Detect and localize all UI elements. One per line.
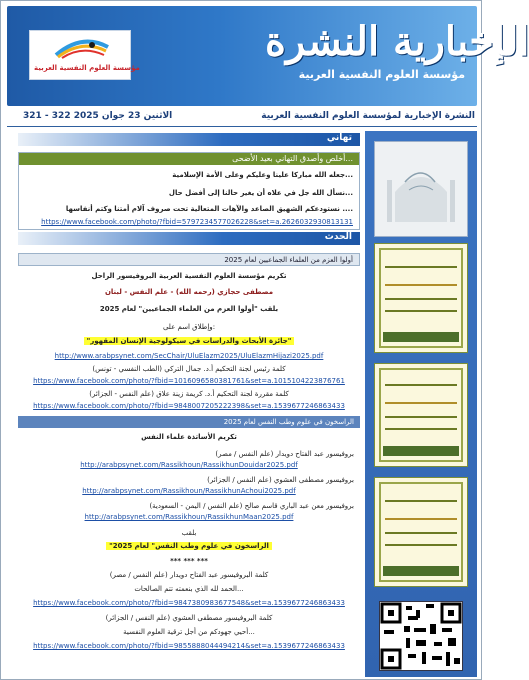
section-band-tahani — [18, 133, 360, 146]
rasikhun-bar: الراسخون في علوم وطب النفس لعام 2025 — [18, 416, 360, 428]
event-heading: أولوا العزم من العلماء الجماعيين لعام 2025 — [18, 253, 360, 266]
greeting-line: نستودعكم الشهيق الصاعد والآهات المتعالية تحت صروف آلام أمتنا وكتم أنفاسها .... — [65, 205, 353, 213]
tahani-box — [18, 152, 360, 230]
launch-text: وإطلاق اسم على: — [162, 323, 216, 331]
professor-word-excerpt: الحمد لله الذي بنعمته تتم الصالحات... — [134, 585, 244, 593]
greeting-line: جعله الله مباركا علينا وعليكم وعلى الأمة الإسلامية... — [172, 171, 353, 179]
facebook-link[interactable]: https://www.facebook.com/photo/?fbid=1016096580381761&set=a.1015104223876761 — [33, 377, 345, 385]
mosque-greeting-icon — [375, 142, 467, 236]
certificate-image — [374, 363, 468, 467]
rasikhun-title: "الراسخون في علوم وطب النفس" لعام 2025 — [18, 542, 360, 550]
section-title: الحدث — [324, 232, 352, 242]
jury-word: كلمة مقررة لجنة التحكيم أ.د. كريمة زينة علاق (علم النفس - الجزائر) — [89, 390, 289, 398]
facebook-link[interactable]: https://www.facebook.com/photo/?fbid=9855888044494214&set=a.1539677246863433 — [33, 642, 345, 650]
brand-subtitle: مؤسسة العلوم النفسية العربية — [298, 68, 465, 81]
issue-number: 321 - 322 الاثنين 23 جوان 2025 — [23, 111, 173, 121]
greeting-card-image — [374, 141, 468, 237]
professor-word: كلمة البروفيسور مصطفى العشوي (علم النفس / الجزائر) — [105, 614, 273, 622]
person-name: بروفيسور معن عبد الباري قاسم صالح (علم النفس / اليمن - السعودية) — [149, 502, 354, 510]
honoree-name: مصطفى حجازي (رحمه الله) - علم النفس - لبنان — [104, 288, 274, 296]
facebook-link[interactable]: https://www.facebook.com/photo/?fbid=9847380983677548&set=a.1539677246863433 — [33, 599, 345, 607]
qr-code-icon[interactable] — [379, 601, 463, 671]
main-content — [18, 131, 360, 677]
facebook-link[interactable]: https://www.facebook.com/photo/?fbid=9848007205222398&set=a.1539677246863433 — [33, 402, 345, 410]
jury-word: كلمة رئيس لجنة التحكيم أ.د. جمال التركي (الطب النفسي - تونس) — [92, 365, 286, 373]
pdf-link[interactable]: http://arabpsynet.com/Rassikhoun/RassikhunAchoui2025.pdf — [82, 487, 296, 495]
brand-title: الإخبارية النشرة — [265, 18, 529, 65]
box-heading: أخلص وأصدق التهاني بعيد الأضحى... — [19, 153, 359, 165]
certificate-image — [374, 477, 468, 587]
person-name: بروفيسور عبد الفتاح دويدار (علم النفس / مصر) — [215, 450, 354, 458]
issue-title: النشرة الإخبارية لمؤسسة العلوم النفسية العربية — [261, 111, 475, 121]
issue-divider — [7, 126, 477, 127]
honor-title: تكريم الأساتذة علماء النفس — [141, 433, 237, 441]
issue-line — [7, 110, 477, 126]
pdf-link[interactable]: http://www.arabpsynet.com/SecChair/UluElazm2025/UluElazmHijazi2025.pdf — [54, 352, 324, 360]
award-title: بلقب "أولوا العزم من العلماء الجماعيين" لعام 2025 — [99, 305, 279, 313]
person-name: بروفيسور مصطفى العشوي (علم النفس / الجزائر) — [207, 476, 354, 484]
professor-word-excerpt: أحيي جهودكم من أجل ترقية العلوم النفسية... — [123, 628, 255, 636]
sidebar — [365, 131, 477, 677]
separator-stars: *** *** *** — [170, 557, 208, 565]
organization-logo — [29, 30, 140, 80]
logo-swoosh-icon — [54, 37, 110, 59]
certificate-image — [374, 243, 468, 353]
facebook-link[interactable]: https://www.facebook.com/photo/?fbid=5797234577026228&set=a.2626032930813131 — [41, 218, 353, 226]
event-subtitle: تكريم مؤسسة العلوم النفسية العربية البروفيسور الراحل — [91, 272, 287, 280]
masthead — [7, 6, 529, 106]
section-title: تهاني — [326, 133, 352, 143]
pdf-link[interactable]: http://arabpsynet.com/Rassikhoun/RassikhunDouidar2025.pdf — [80, 461, 298, 469]
logo-caption: مؤسسة العلوم النفسية العربية — [34, 64, 140, 72]
greeting-line: نسأل الله جل في علاه أن يغير حالنا إلى أفضل حال... — [168, 189, 353, 197]
professor-word: كلمة البروفيسور عبد الفتاح دويدار (علم النفس / مصر) — [109, 571, 269, 579]
prize-title: "جائزة الأبحاث والدراسات في سيكولوجية الإنسان المقهور" — [18, 337, 360, 345]
section-band-event — [18, 232, 360, 245]
event-section — [18, 253, 360, 674]
bilaqab-text: بلقب — [181, 529, 197, 537]
brand-block — [265, 18, 529, 96]
pdf-link[interactable]: http://arabpsynet.com/Rassikhoun/RassikhunMaan2025.pdf — [84, 513, 294, 521]
